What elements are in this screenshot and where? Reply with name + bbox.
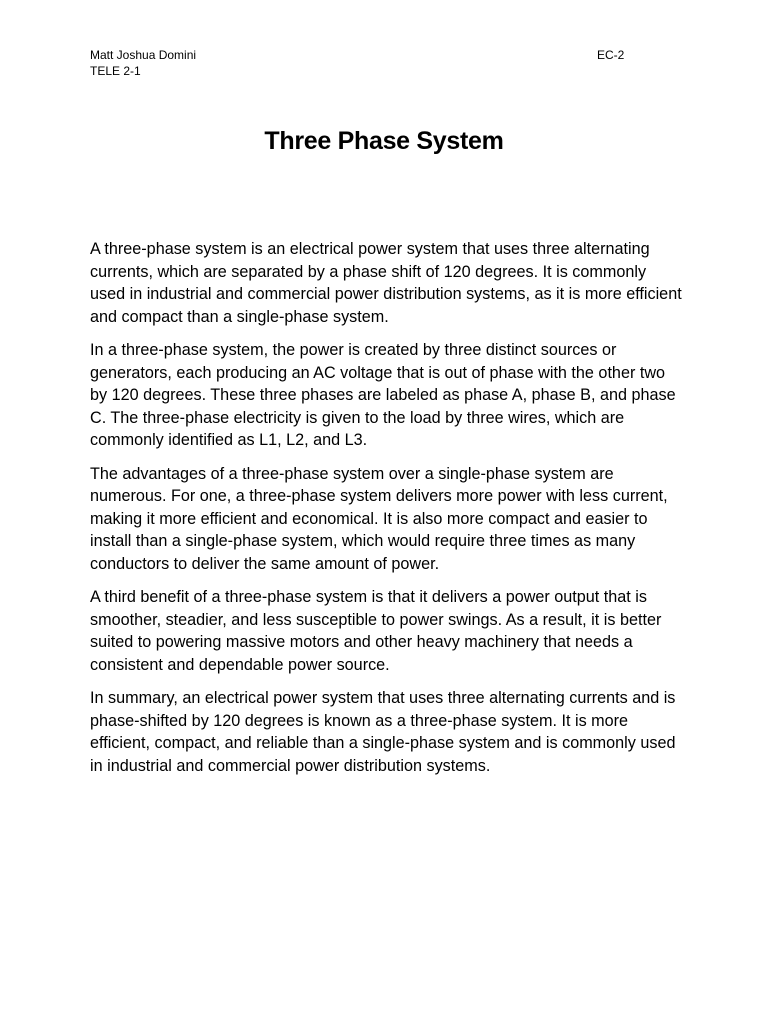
paragraph: The advantages of a three-phase system over a single-phase system are numerous. For one, a three-phase system delivers more power with less current, making it more efficient and economical. It is also more compact and easier to install than a single-phase system, which would require three times as many conductors to deliver the same amount of power. (90, 464, 668, 573)
class-section: TELE 2-1 (90, 64, 141, 78)
paragraph: In a three-phase system, the power is created by three distinct sources or generators, each producing an AC voltage that is out of phase with the other two by 120 degrees. These three phases are labeled as phase A, phase B, and phase C. The three-phase electricity is given to the load by three wires, which are commonly identified as L1, L2, and L3. (90, 341, 676, 449)
paragraph: A three-phase system is an electrical power system that uses three alternating currents, which are separated by a phase shift of 120 degrees. It is commonly used in industrial and commercial power distribution systems, as it is more efficient and compact than a single-phase system. (90, 240, 682, 326)
course-code: EC-2 (597, 48, 625, 62)
header-left (90, 47, 196, 79)
document-title: Three Phase System (264, 127, 504, 155)
paragraph: In summary, an electrical power system that uses three alternating currents and is phase-shifted by 120 degrees is known as a three-phase system. It is more efficient, compact, and reliable than a single-phase system and is commonly used in industrial and commercial power distribution systems. (90, 689, 676, 775)
author-name: Matt Joshua Domini (90, 48, 197, 62)
document-body (90, 238, 684, 788)
paragraph: A third benefit of a three-phase system is that it delivers a power output that is smoother, steadier, and less susceptible to power swings. As a result, it is better suited to powering massive motors and other heavy machinery that needs a consistent and dependable power source. (90, 588, 662, 674)
